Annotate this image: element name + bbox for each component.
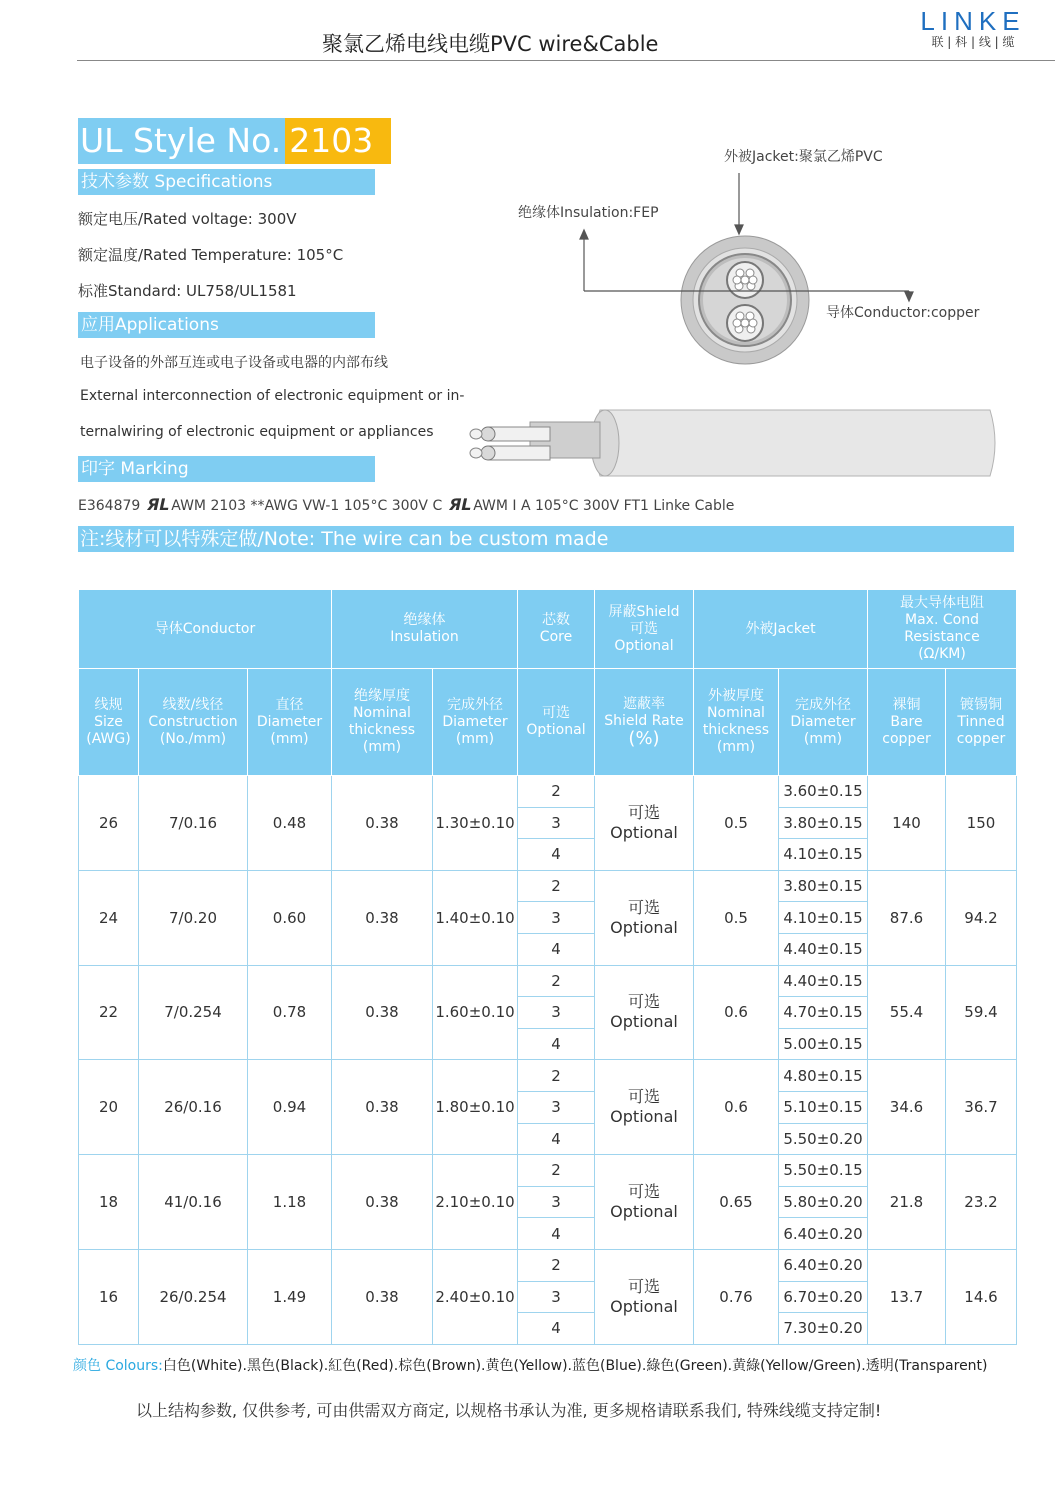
cell-construction: 41/0.16 (139, 1155, 248, 1250)
cell-tinned-copper-resistance: 94.2 (946, 870, 1017, 965)
cell-jacket-diameter: 3.80±0.15 (779, 870, 868, 902)
cell-shield-optional: 可选 Optional (595, 1155, 694, 1250)
marking-text (78, 495, 734, 514)
application-text-en-2: ternalwiring of electronic equipment or appliances (80, 424, 434, 440)
cell-shield-optional: 可选 Optional (595, 1249, 694, 1344)
cell-jacket-thickness: 0.65 (694, 1155, 779, 1250)
colours-label: 颜色 Colours: (73, 1358, 163, 1374)
cell-bare-copper-resistance: 55.4 (868, 965, 946, 1060)
cell-jacket-diameter: 6.40±0.20 (779, 1218, 868, 1250)
cell-jacket-diameter: 5.10±0.15 (779, 1091, 868, 1123)
cell-core-count: 3 (518, 997, 595, 1029)
subheader-size: 线规 Size (AWG) (79, 669, 139, 776)
cell-diameter: 1.49 (248, 1249, 332, 1344)
subheader-jacket-diameter: 完成外径 Diameter (mm) (779, 669, 868, 776)
cell-jacket-diameter: 5.50±0.20 (779, 1123, 868, 1155)
cell-insulation-diameter: 2.10±0.10 (433, 1155, 518, 1250)
table-body (79, 776, 1017, 1345)
cell-insulation-diameter: 1.80±0.10 (433, 1060, 518, 1155)
table-header-row-1 (79, 590, 1017, 669)
cell-shield-optional: 可选 Optional (595, 1060, 694, 1155)
marking-part-3: AWM I A 105°C 300V FT1 Linke Cable (473, 498, 735, 514)
cell-jacket-diameter: 5.00±0.15 (779, 1028, 868, 1060)
cell-jacket-thickness: 0.6 (694, 965, 779, 1060)
cell-jacket-diameter: 5.50±0.15 (779, 1155, 868, 1187)
header-shield: 屏蔽Shield 可选 Optional (595, 590, 694, 669)
marking-part-2: AWM 2103 **AWG VW-1 105°C 300V C (171, 498, 443, 514)
table-row (79, 965, 1017, 997)
cell-size: 20 (79, 1060, 139, 1155)
cell-insulation-thickness: 0.38 (332, 870, 433, 965)
header-divider (77, 60, 1055, 61)
cell-construction: 7/0.16 (139, 776, 248, 871)
cell-bare-copper-resistance: 87.6 (868, 870, 946, 965)
cell-jacket-thickness: 0.76 (694, 1249, 779, 1344)
cell-construction: 26/0.254 (139, 1249, 248, 1344)
cell-bare-copper-resistance: 140 (868, 776, 946, 871)
cell-size: 16 (79, 1249, 139, 1344)
cell-core-count: 2 (518, 776, 595, 808)
cell-insulation-thickness: 0.38 (332, 776, 433, 871)
cell-jacket-diameter: 6.40±0.20 (779, 1249, 868, 1281)
cell-core-count: 4 (518, 933, 595, 965)
spec-rated-temperature: 额定温度/Rated Temperature: 105°C (78, 246, 344, 264)
footer-disclaimer: 以上结构参数, 仅供参考, 可由供需双方商定, 以规格书承认为准, 更多规格请联系我们, 特殊线缆支持定制! (136, 1401, 882, 1420)
cell-jacket-diameter: 4.80±0.15 (779, 1060, 868, 1092)
cell-bare-copper-resistance: 34.6 (868, 1060, 946, 1155)
header-resistance: 最大导体电阻 Max. Cond Resistance (Ω/KM) (868, 590, 1017, 669)
cell-size: 22 (79, 965, 139, 1060)
cell-core-count: 2 (518, 1155, 595, 1187)
logo-subtitle: 联 | 科 | 线 | 缆 (931, 35, 1015, 49)
cell-size: 24 (79, 870, 139, 965)
conductor-label: 导体Conductor:copper (826, 305, 980, 321)
style-number-heading (78, 118, 391, 164)
spec-standard: 标准Standard: UL758/UL1581 (78, 282, 297, 300)
cell-tinned-copper-resistance: 59.4 (946, 965, 1017, 1060)
cell-core-count: 3 (518, 1186, 595, 1218)
cell-size: 26 (79, 776, 139, 871)
specification-table (78, 589, 1017, 1345)
cell-shield-optional: 可选 Optional (595, 776, 694, 871)
cell-construction: 7/0.20 (139, 870, 248, 965)
cable-cross-section (681, 236, 809, 364)
subheader-shield-rate: 遮蔽率 Shield Rate (%) (595, 669, 694, 776)
cell-core-count: 4 (518, 839, 595, 871)
cell-jacket-diameter: 4.10±0.15 (779, 839, 868, 871)
header-insulation: 绝缘体 Insulation (332, 590, 518, 669)
cell-diameter: 0.78 (248, 965, 332, 1060)
subheader-diameter: 直径 Diameter (mm) (248, 669, 332, 776)
table-row (79, 776, 1017, 808)
table-row (79, 870, 1017, 902)
cell-bare-copper-resistance: 13.7 (868, 1249, 946, 1344)
table-row (79, 1155, 1017, 1187)
header-jacket: 外被Jacket (694, 590, 868, 669)
style-number: 2103 (285, 118, 391, 164)
custom-note-bar: 注:线材可以特殊定做/Note: The wire can be custom made (78, 526, 1014, 552)
ul-logo-icon: ЯL (446, 495, 474, 514)
cell-jacket-diameter: 3.60±0.15 (779, 776, 868, 808)
subheader-bare-copper: 裸铜 Bare copper (868, 669, 946, 776)
table-header-row-2 (79, 669, 1017, 776)
subheader-core-optional: 可选 Optional (518, 669, 595, 776)
header-core: 芯数 Core (518, 590, 595, 669)
cell-construction: 7/0.254 (139, 965, 248, 1060)
marking-section-title: 印字 Marking (78, 456, 375, 482)
cell-core-count: 4 (518, 1028, 595, 1060)
table-row (79, 1249, 1017, 1281)
cell-tinned-copper-resistance: 36.7 (946, 1060, 1017, 1155)
cell-core-count: 4 (518, 1218, 595, 1250)
cell-insulation-diameter: 1.40±0.10 (433, 870, 518, 965)
applications-section-title: 应用Applications (78, 312, 375, 338)
cell-bare-copper-resistance: 21.8 (868, 1155, 946, 1250)
cell-jacket-diameter: 4.10±0.15 (779, 902, 868, 934)
cell-core-count: 2 (518, 1249, 595, 1281)
cell-jacket-diameter: 3.80±0.15 (779, 807, 868, 839)
jacket-label: 外被Jacket:聚氯乙烯PVC (724, 149, 883, 165)
table-row (79, 1060, 1017, 1092)
header-conductor: 导体Conductor (79, 590, 332, 669)
cell-core-count: 3 (518, 1281, 595, 1313)
colours-list: 白色(White).黑色(Black).紅色(Red).棕色(Brown).黄色(Yellow).蓝色(Blue).綠色(Green).黄綠(Yellow/Green).透明(Transparent) (162, 1358, 988, 1374)
cell-insulation-thickness: 0.38 (332, 965, 433, 1060)
cell-insulation-diameter: 1.30±0.10 (433, 776, 518, 871)
cell-diameter: 0.94 (248, 1060, 332, 1155)
cell-core-count: 3 (518, 807, 595, 839)
cell-core-count: 3 (518, 902, 595, 934)
subheader-jacket-thickness: 外被厚度 Nominal thickness (mm) (694, 669, 779, 776)
cell-tinned-copper-resistance: 14.6 (946, 1249, 1017, 1344)
cell-tinned-copper-resistance: 23.2 (946, 1155, 1017, 1250)
cell-jacket-diameter: 6.70±0.20 (779, 1281, 868, 1313)
cell-diameter: 0.48 (248, 776, 332, 871)
colours-line (73, 1355, 988, 1375)
cell-jacket-thickness: 0.5 (694, 776, 779, 871)
insulation-label: 绝缘体Insulation:FEP (518, 205, 659, 221)
specs-section-title: 技术参数 Specifications (78, 169, 375, 195)
ul-logo-icon: ЯL (144, 495, 172, 514)
cell-jacket-diameter: 4.70±0.15 (779, 997, 868, 1029)
subheader-insulation-thickness: 绝缘厚度 Nominal thickness (mm) (332, 669, 433, 776)
cable-side-view (470, 410, 995, 476)
cell-insulation-thickness: 0.38 (332, 1060, 433, 1155)
cell-core-count: 2 (518, 870, 595, 902)
cell-diameter: 1.18 (248, 1155, 332, 1250)
cell-core-count: 2 (518, 1060, 595, 1092)
application-text-en-1: External interconnection of electronic equipment or in- (80, 388, 465, 404)
style-prefix: UL Style No. (78, 118, 285, 164)
cell-shield-optional: 可选 Optional (595, 965, 694, 1060)
cell-core-count: 2 (518, 965, 595, 997)
cell-tinned-copper-resistance: 150 (946, 776, 1017, 871)
page-title: 聚氯乙烯电线电缆PVC wire&Cable (322, 32, 659, 56)
cell-size: 18 (79, 1155, 139, 1250)
cell-insulation-thickness: 0.38 (332, 1249, 433, 1344)
cell-insulation-diameter: 2.40±0.10 (433, 1249, 518, 1344)
cell-insulation-thickness: 0.38 (332, 1155, 433, 1250)
cell-jacket-thickness: 0.6 (694, 1060, 779, 1155)
marking-part-1: E364879 (78, 498, 141, 514)
cell-core-count: 4 (518, 1123, 595, 1155)
subheader-insulation-diameter: 完成外径 Diameter (mm) (433, 669, 518, 776)
cell-core-count: 4 (518, 1313, 595, 1345)
logo-text: LINKE (920, 8, 1026, 36)
cell-construction: 26/0.16 (139, 1060, 248, 1155)
cell-core-count: 3 (518, 1091, 595, 1123)
cell-jacket-diameter: 4.40±0.15 (779, 933, 868, 965)
cell-diameter: 0.60 (248, 870, 332, 965)
spec-rated-voltage: 额定电压/Rated voltage: 300V (78, 210, 297, 228)
subheader-construction: 线数/线径 Construction (No./mm) (139, 669, 248, 776)
cell-jacket-diameter: 5.80±0.20 (779, 1186, 868, 1218)
cell-insulation-diameter: 1.60±0.10 (433, 965, 518, 1060)
application-text-cn: 电子设备的外部互连或电子设备或电器的内部布线 (80, 355, 388, 371)
cell-jacket-thickness: 0.5 (694, 870, 779, 965)
cell-shield-optional: 可选 Optional (595, 870, 694, 965)
subheader-tinned-copper: 镀锡铜 Tinned copper (946, 669, 1017, 776)
cell-jacket-diameter: 4.40±0.15 (779, 965, 868, 997)
cell-jacket-diameter: 7.30±0.20 (779, 1313, 868, 1345)
